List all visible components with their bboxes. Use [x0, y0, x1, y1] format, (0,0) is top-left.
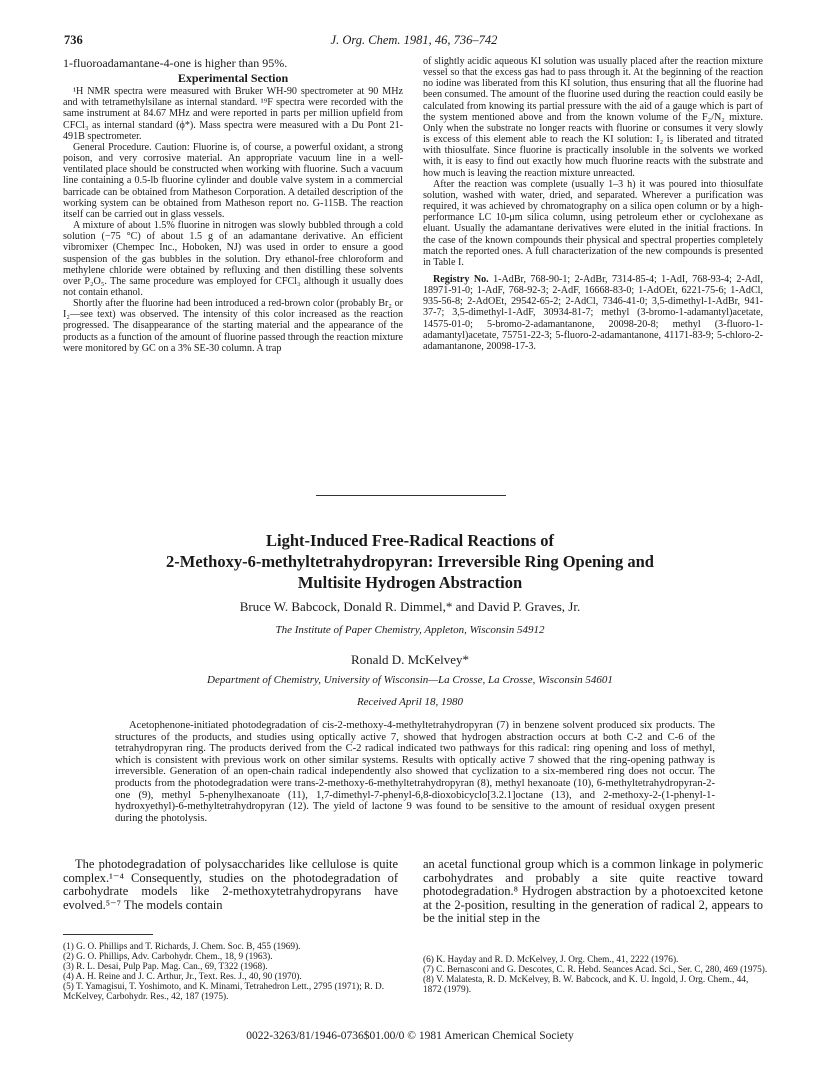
paragraph: ¹H NMR spectra were measured with Bruker WH-90 spectrometer at 90 MHz and with tetramethylsilane as internal standard. ¹⁹F spectra were recorded with the same instrument at 84.67 MHz and were reported in parts per million upfield from CFCl₃ as internal standard (ϕ*). Mass spectra were measured with a Du Pont 21-491B spectrometer. — [63, 86, 403, 142]
footnote-divider — [63, 934, 153, 935]
footnote: (1) G. O. Phillips and T. Richards, J. Chem. Soc. B, 455 (1969). — [63, 942, 301, 952]
registry-label: Registry No. — [433, 273, 489, 285]
running-header — [64, 33, 764, 49]
authors: Ronald D. McKelvey* — [350, 652, 470, 667]
title-line: Light-Induced Free-Radical Reactions of — [266, 531, 554, 550]
continued-text: 1-fluoroadamantane-4-one is higher than 95%. — [63, 56, 288, 70]
section-heading: Experimental Section — [177, 71, 289, 85]
article-title — [60, 530, 760, 593]
page-number: 736 — [64, 33, 83, 47]
intro-paragraph: The photodegradation of polysaccharides like cellulose is quite complex.¹⁻⁴ Consequently, studies on the photodegradation of carbohydrate models like 2-methoxytetrahydropyrans have evolved.⁵⁻⁷ The models contain — [63, 857, 398, 912]
paragraph: A mixture of about 1.5% fluorine in nitrogen was slowly bubbled through a cold solution (−75 °C) of about 1.5 g of an adamantane derivative. An efficient vibromixer (Chempec Inc., Hoboken, NJ) was used in order to ensure a good suspension of the gas bubbles in the solution. Dry ethanol-free chloroform and methylene chloride were obtained by refluxing and then distilling these solvents over P₂O₅. The same procedure was employed for CFCl₃ although it usually does not contain ethanol. — [63, 220, 403, 298]
journal-citation: J. Org. Chem. 1981, 46, 736–742 — [330, 33, 498, 47]
title-line: Multisite Hydrogen Abstraction — [297, 573, 523, 592]
left-column — [63, 56, 403, 354]
abstract: Acetophenone-initiated photodegradation of cis-2-methoxy-4-methyltetrahydropyran (7) in benzene solvent produced six products. The structures of the products, and studies using optically active 7, showed that hydrogen abstraction occurs at both C-2 and C-6 of the tetrahydropyran ring. The products derived from the C-2 radical indicated two pathways for this radical: ring opening and loss of methyl, which is consistent with previous work on other similar systems. Results with optically active 7 showed that the ring-opening pathway is irreversible. Generation of an open-chain radical independently also showed that cyclization to a six-membered ring does not occur. The products from the photodegradation were trans-2-methoxy-6-methyltetrahydropyran (8), methyl hexanoate (10), 6-methyltetrahydropyran-2-one (9), methyl 5-phenylhexanoate (11), 1,7-dimethyl-7-phenyl-6,8-dioxobicyclo[3.2.1]octane (13), and 2-methoxy-2-(1-phenyl-1-hydroxyethyl)-6-methyltetrahydropyran (12). The yield of lactone 9 was found to be sensitive to the amount of residual oxygen present during the photolysis. — [115, 720, 715, 824]
paragraph: General Procedure. Caution: Fluorine is, of course, a powerful oxidant, a strong poison, and very corrosive material. An appropriate vacuum line in a well-ventilated place should be constructed when working with fluorine. Such a vacuum line containing a 0.5-lb fluorine cylinder and double valve system in a commercial barricade can be obtained from Matheson Corporation. A detailed description of the working system can be obtained from Matheson report no. G-115B. The reaction itself can be carried out in glass vessels. — [63, 141, 403, 220]
institution: The Institute of Paper Chemistry, Appleton, Wisconsin 54912 — [275, 624, 545, 636]
footnote: (4) A. H. Reine and J. C. Arthur, Jr., Text. Res. J., 40, 90 (1970). — [63, 972, 302, 983]
footnotes-right — [423, 955, 768, 995]
copyright-footer: 0022-3263/81/1946-0736$01.00/0 © 1981 American Chemical Society — [246, 1030, 574, 1042]
footnote: (6) K. Hayday and R. D. McKelvey, J. Org. Chem., 41, 2222 (1976). — [423, 955, 679, 965]
paragraph: After the reaction was complete (usually 1–3 h) it was poured into thiosulfate solution, washed with water, dried, and separated. Wherever a purification was required, it was achieved by chromatography on a silica open column or by a high-performance LC 10-μm silica column, using petroleum ether or cyclohexane as eluant. Usually the adamantane derivatives were eluted in the initial fractions. In the case of the known compounds their physical and spectral properties completely match the reported ones. A full characterization of the new compounds is presented in Table I. — [423, 178, 763, 268]
received-date: Received April 18, 1980 — [356, 696, 464, 708]
footnote: (7) C. Bernasconi and G. Descotes, C. R. Hebd. Seances Acad. Sci., Ser. C, 280, 469 (1975). — [423, 965, 768, 976]
intro-paragraph: an acetal functional group which is a common linkage in polymeric carbohydrates and probably a site quite reactive toward photodegradation.⁸ Hydrogen abstraction by a photoexcited ketone at the 2-position, resulting in the generation of radical 2, appears to be the initial step in the — [423, 857, 763, 926]
paragraph: Shortly after the fluorine had been introduced a red-brown color (probably Br₂ or I₂—see text) was observed. The intensity of this color increased as the reaction progressed. The disappearance of the starting material and the appearance of the products as a function of the amount of fluorine passed through the reaction mixture were monitored by GC on a 3% SE-30 column. A trap — [63, 298, 404, 354]
footnote: (3) R. L. Desai, Pulp Pap. Mag. Can., 69, T322 (1968). — [63, 962, 268, 973]
footnote: (5) T. Yamagisui, T. Yoshimoto, and K. Minami, Tetrahedron Lett., 2795 (1971); R. D. McKelvey, Carbohydr. Res., 42, 187 (1975). — [63, 982, 385, 1003]
registry-numbers — [423, 274, 763, 352]
footnotes-left — [63, 942, 408, 1003]
institution: Department of Chemistry, University of Wisconsin—La Crosse, La Crosse, Wisconsin 54601 — [207, 674, 613, 686]
registry-text: 1-AdBr, 768-90-1; 2-AdBr, 7314-85-4; 1-AdI, 768-93-4; 2-AdI, 18971-91-0; 1-AdF, 768-92-3; 2-AdF, 16668-83-0; 1-AdOEt, 6221-75-6; 1-AdCl, 935-56-8; 2-AdOEt, 29542-65-2; 2-AdCl, 7346-41-0; 3,5-dimethyl-1-AdBr, 941-37-7; 3,5-dimethyl-1-AdF, 30934-81-7; methyl (3-bromo-1-adamantyl)acetate, 14575-01-0; 5-bromo-2-adamantanone, 20098-20-8; methyl (3-fluoro-1-adamantyl)acetate, 75751-22-3; 5-fluoro-2-adamantanone, 41171-83-9; 5-chloro-2-adamantanone, 20098-17-3. — [423, 273, 763, 352]
footnote: (2) G. O. Phillips, Adv. Carbohydr. Chem., 18, 9 (1963). — [63, 952, 273, 963]
paragraph: of slightly acidic aqueous KI solution was usually placed after the reaction mixture vessel so that the excess gas had to pass through it. At the beginning of the reaction no iodine was liberated from this KI solution, thus ensuring that all the fluorine had been consumed. The amount of the fluorine used during the reaction could easily be calculated from knowing its partial pressure with the aid of a gauge which is part of the system mentioned above and from the known volume of the F₂/N₂ mixture. Only when the substrate no longer reacts with fluorine or consumes it very slowly is excess of this element able to reach the KI solution: I₂ is liberated and titrated with thiosulfate. Since fluorine is practically insoluble in the solvents we worked with, it is easy to find out exactly how much fluorine reacts with the substrate and how much is leaving the reaction mixture unreacted. — [423, 56, 763, 179]
footnote: (8) V. Malatesta, R. D. McKelvey, B. W. Babcock, and K. U. Ingold, J. Org. Chem., 44, 1872 (1979). — [423, 975, 749, 996]
section-divider — [316, 495, 506, 496]
right-column — [423, 56, 763, 352]
authors: Bruce W. Babcock, Donald R. Dimmel,* and David P. Graves, Jr. — [239, 599, 581, 614]
title-line: 2-Methoxy-6-methyltetrahydropyran: Irreversible Ring Opening and — [166, 552, 654, 571]
